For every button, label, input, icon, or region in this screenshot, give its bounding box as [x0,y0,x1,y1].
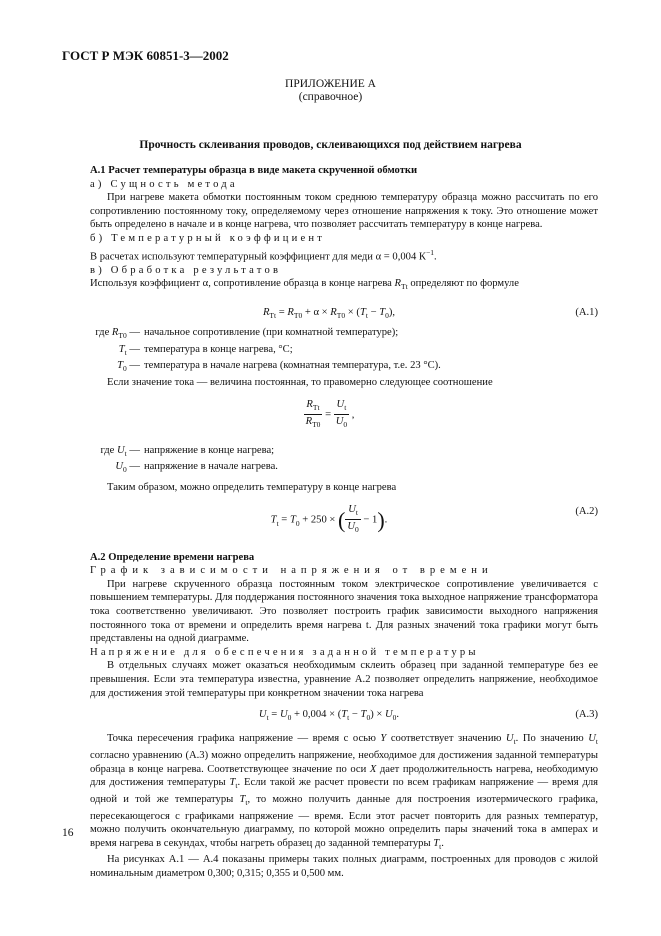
equation-a1 [90,294,598,326]
voltage-text: В отдельных случаях может оказаться необходимым склеить образец при заданной температуре без ее превышения. Если эта температура известна, уравнение А.2 позволяет определить напряжение, необходимое для достижения этой температуры при конкретном значении тока нагрева [90,660,598,699]
definition-row: где $R_{T0}$ — начальное сопротивление (при комнатной температуре); [95,326,399,341]
equation-ratio [90,390,598,440]
appendix-block [0,78,661,104]
graph-text: При нагреве скрученного образца постоянным током электрическое сопротивление увеличивается с повышением температуры. Для поддержания постоянного значения тока выходное напряжение трансформатора тока соответственно увеличивают. Это позволяет построить график зависимости выходного напряжения постоянного тока от времени и определить время нагрева t. Для разных значений тока графики могут быть представлены на одной диаграмме. [90,578,598,645]
item-a-heading: а) Сущность метода [90,178,238,190]
figures-text: На рисунках А.1 — А.4 показаны примеры таких полных диаграмм, построенных для проводов с жилой номинальным диаметром 0,300; 0,315; 0,355 и 0,500 мм. [90,854,598,879]
thus-text: Таким образом, можно определить температуру в конце нагрева [107,482,397,494]
graph-heading: График зависимости напряжения от времени [90,565,493,577]
item-c-heading: в) Обработка результатов [90,264,282,276]
equation-a1-number: (А.1) [575,306,598,318]
subsection-a2-heading: А.2 Определение времени нагрева [90,551,255,563]
constant-current-text: Если значение тока — величина постоянная, то правомерно следующее соотношение [107,377,493,389]
document-header: ГОСТ Р МЭК 60851-3—2002 [62,48,229,63]
definitions-ratio [62,444,598,477]
definition-row: $U_0$ — напряжение в начале нагрева. [115,461,278,475]
item-c-text: Используя коэффициент α, сопротивление образца в конце нагрева $R_{Tt}$ определяют по формуле [90,278,519,292]
equation-a3 [90,700,598,730]
item-b-heading: б) Температурный коэффициент [90,232,326,244]
definition-row: где $U_t$ — напряжение в конце нагрева; [100,444,275,458]
equation-a3-number: (А.3) [575,709,598,721]
intersection-text: Точка пересечения графика напряжение — время с осью Y соответствует значению $U_t$. По значению $U_t$ согласно уравнению (А.3) можно определить напряжение, необходимое для достижения заданной температуры образца в конце нагрева. Соответствующее значение по оси X дает продолжительность нагрева, необходимую для достижения температуры $T_t$. Если такой же расчет провести по всем графикам напряжение — время для одной и той же температуры $T_t$, то можно получить данные для построения изотермического графика, пересекающегося с графиками напряжение — время. Если этот расчет повторить для разных температур, можно получить окончательную диаграмму, по которой можно определить пары значений тока в амперах и время нагрева в секундах, чтобы нагреть образец до заданной температуры $T_t$. [90,733,598,851]
equation-a3-formula: $U_t = U_0 + 0,004 \times (T_t - T_0) \times U_0$. [258,709,400,723]
equation-a2 [90,495,598,545]
equation-a2-formula: $T_t = T_0 + 250$ × ( $\frac{U_t}{U_0}$ − 1). [270,503,388,535]
voltage-heading: Напряжение для обеспечения заданной температуры [90,646,479,658]
page-number: 16 [62,827,74,839]
definition-row: $T_t$ — температура в конце нагрева, °С; [118,343,293,357]
subsection-a1-heading: А.1 Расчет температуры образца в виде макета скрученной обмотки [90,165,418,176]
equation-a1-formula: $R_{Tt} = R_{T0} + \alpha \times R_{T0} \times (T_t - T_0)$, [262,306,396,321]
appendix-subtitle: (справочное) [298,91,363,103]
equation-a2-number: (А.2) [575,505,598,517]
definition-row: $T_0$ — температура в начале нагрева (комнатная температура, т.е. 23 °С). [117,360,441,374]
item-b-text: В расчетах используют температурный коэффициент для меди α = 0,004 $К^{-1}$. [90,247,437,263]
equation-ratio-formula: $\frac{R_{Tt}}{R_{T0}}$ = $\frac{U_t}{U_0}$ , [305,398,355,430]
appendix-title: ПРИЛОЖЕНИЕ А [285,78,376,90]
item-a-text: При нагреве макета обмотки постоянным током среднюю температуру образца можно рассчитать по его сопротивлению постоянному току, определяемому через отношение напряжения к току. Это отношение может быть определено в начале и в конце нагрева, что позволяет рассчитать температуру в конце нагрева. [90,192,598,231]
definitions-a1 [62,326,598,376]
document-body [90,164,598,881]
section-title: Прочность склеивания проводов, склеивающихся под действием нагрева [139,139,522,151]
